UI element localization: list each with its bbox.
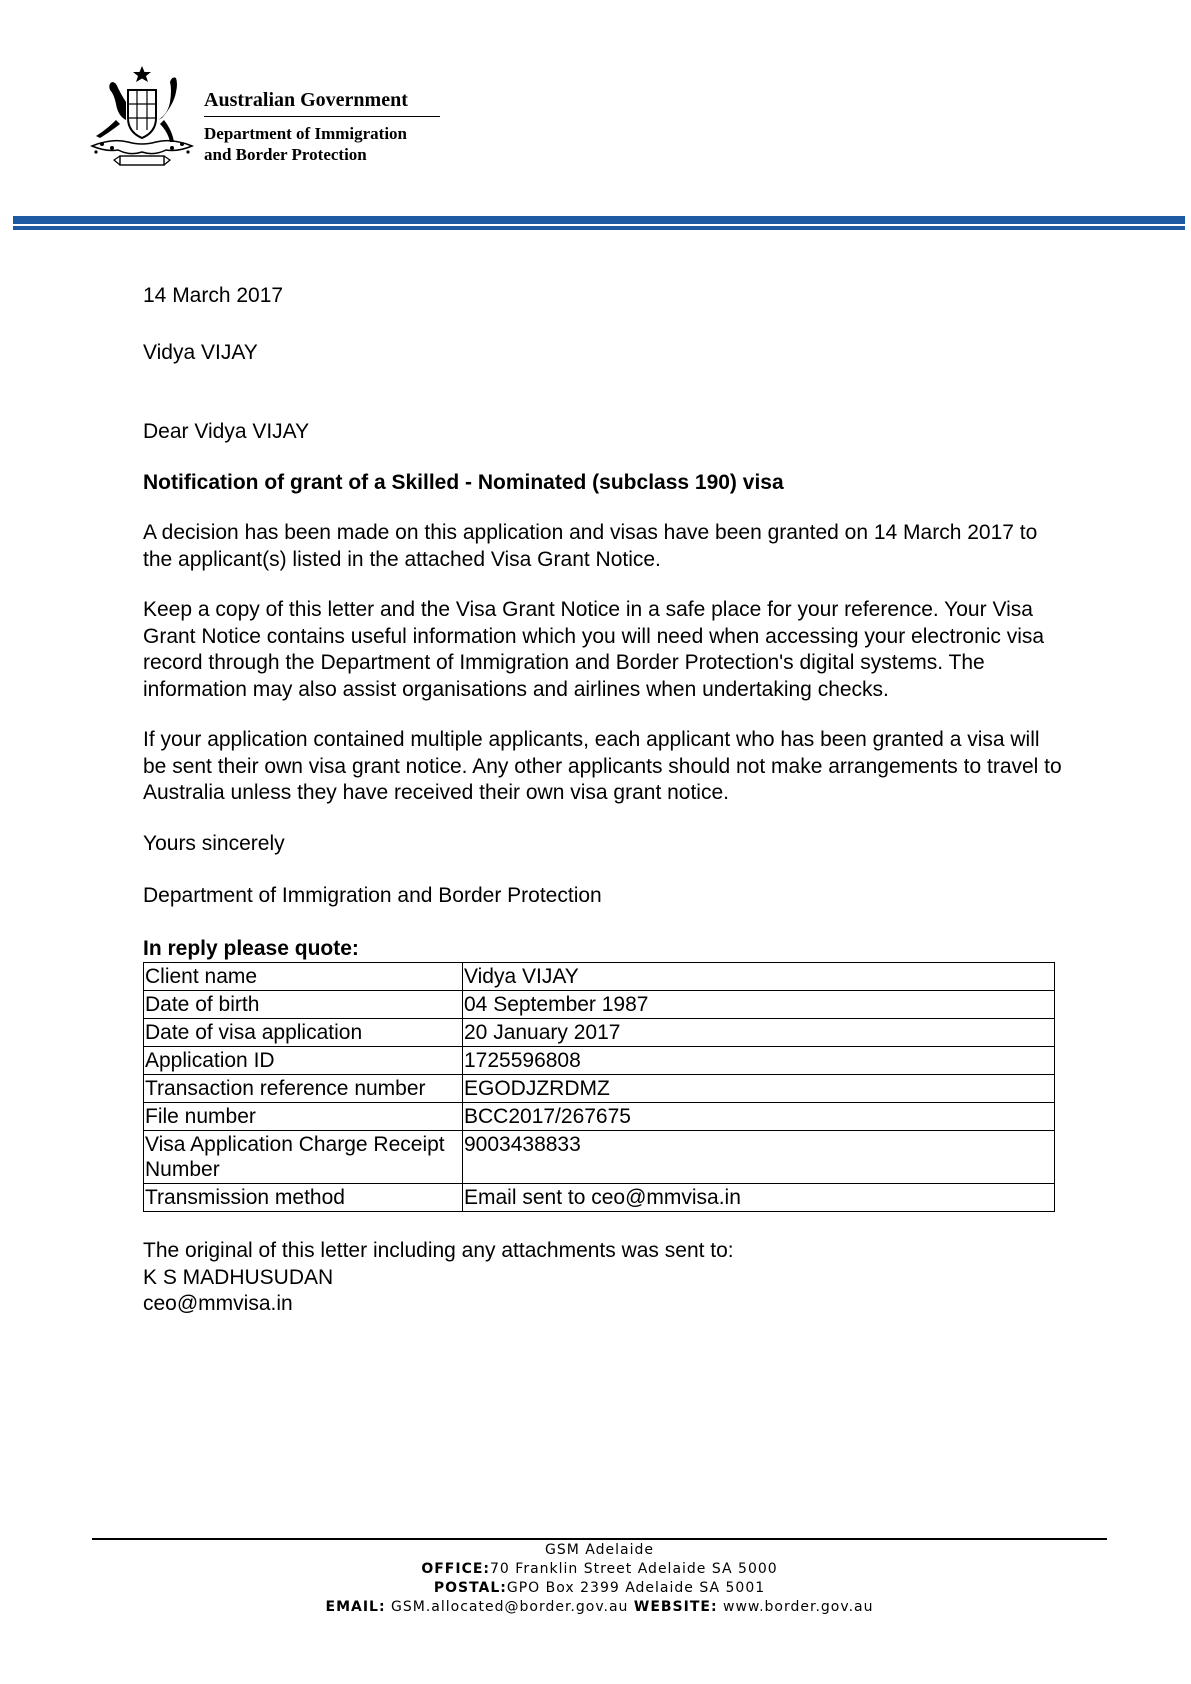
table-cell-label: File number	[144, 1103, 463, 1131]
table-cell-value: 04 September 1987	[463, 991, 1055, 1019]
table-cell-label: Transaction reference number	[144, 1075, 463, 1103]
agency-name	[204, 88, 440, 165]
table-cell-label: Client name	[144, 963, 463, 991]
footer-email-value: GSM.allocated@border.gov.au	[391, 1599, 629, 1615]
recipient-name: Vidya VIJAY	[143, 340, 258, 364]
header-divider-bar	[13, 216, 1185, 224]
letter-date: 14 March 2017	[143, 284, 284, 307]
letterhead	[82, 60, 462, 175]
table-row	[144, 1047, 1055, 1075]
footer-contact-line	[92, 1598, 1107, 1617]
table-row	[144, 991, 1055, 1019]
footer-office-label: OFFICE:	[421, 1561, 491, 1577]
table-cell-value: 20 January 2017	[463, 1019, 1055, 1047]
header-divider-line	[13, 226, 1185, 230]
paragraph-keep-copy: Keep a copy of this letter and the Visa Grant Notice in a safe place for your reference. Your Visa Grant Notice contains useful information which you will need when accessing your electronic visa record through the Department of Immigration and Border Protection's digital systems. The information may also assist organisations and airlines when undertaking checks.	[143, 598, 1045, 701]
paragraph-decision: A decision has been made on this application and visas have been granted on 14 March 2017 to the applicant(s) listed in the attached Visa Grant Notice.	[143, 521, 1038, 571]
department-name	[204, 123, 440, 165]
table-cell-label: Transmission method	[144, 1184, 463, 1212]
table-row	[144, 1131, 1055, 1184]
footer-email-label: EMAIL:	[325, 1599, 386, 1615]
footer-office-line	[92, 1560, 1107, 1579]
table-row	[144, 963, 1055, 991]
signatory: Department of Immigration and Border Protection	[143, 884, 602, 907]
department-line-1: Department of Immigration	[204, 124, 408, 143]
quote-heading: In reply please quote:	[143, 936, 359, 960]
coat-of-arms-icon	[82, 60, 202, 175]
table-cell-value: 1725596808	[463, 1047, 1055, 1075]
table-cell-value: Email sent to ceo@mmvisa.in	[463, 1184, 1055, 1212]
table-cell-label: Date of visa application	[144, 1019, 463, 1047]
table-cell-label: Visa Application Charge Receipt Number	[144, 1131, 463, 1184]
table-row	[144, 1019, 1055, 1047]
footer-postal-label: POSTAL:	[433, 1580, 507, 1596]
letter-body	[143, 283, 1063, 1318]
table-cell-value: EGODJZRDMZ	[463, 1075, 1055, 1103]
footer-postal-line	[92, 1579, 1107, 1598]
letter-footer	[92, 1538, 1107, 1617]
salutation: Dear Vidya VIJAY	[143, 420, 310, 443]
table-cell-value: BCC2017/267675	[463, 1103, 1055, 1131]
table-row	[144, 1184, 1055, 1212]
paragraph-multiple-applicants: If your application contained multiple applicants, each applicant who has been granted a visa will be sent their own visa grant notice. Any other applicants should not make arrangements to travel to Australia unless they have received their own visa grant notice.	[143, 728, 1062, 804]
sent-to-intro: The original of this letter including any attachments was sent to:	[143, 1239, 734, 1262]
footer-office-name: GSM Adelaide	[545, 1542, 654, 1558]
department-line-2: and Border Protection	[204, 145, 367, 164]
footer-office-value: 70 Franklin Street Adelaide SA 5000	[490, 1561, 778, 1577]
table-cell-value: 9003438833	[463, 1131, 1055, 1184]
table-row	[144, 1075, 1055, 1103]
footer-postal-value: GPO Box 2399 Adelaide SA 5001	[506, 1580, 766, 1596]
sent-to-email: ceo@mmvisa.in	[143, 1292, 293, 1315]
table-cell-label: Date of birth	[144, 991, 463, 1019]
sent-to-block	[143, 1238, 1063, 1318]
table-row	[144, 1103, 1055, 1131]
footer-website-value: www.border.gov.au	[723, 1599, 874, 1615]
letter-subject: Notification of grant of a Skilled - Nominated (subclass 190) visa	[143, 470, 784, 494]
footer-website-label: WEBSITE:	[633, 1599, 718, 1615]
table-cell-value: Vidya VIJAY	[463, 963, 1055, 991]
table-cell-label: Application ID	[144, 1047, 463, 1075]
government-name: Australian Government	[204, 88, 440, 117]
closing: Yours sincerely	[143, 831, 285, 855]
sent-to-name: K S MADHUSUDAN	[143, 1265, 334, 1289]
reference-table	[143, 962, 1055, 1212]
